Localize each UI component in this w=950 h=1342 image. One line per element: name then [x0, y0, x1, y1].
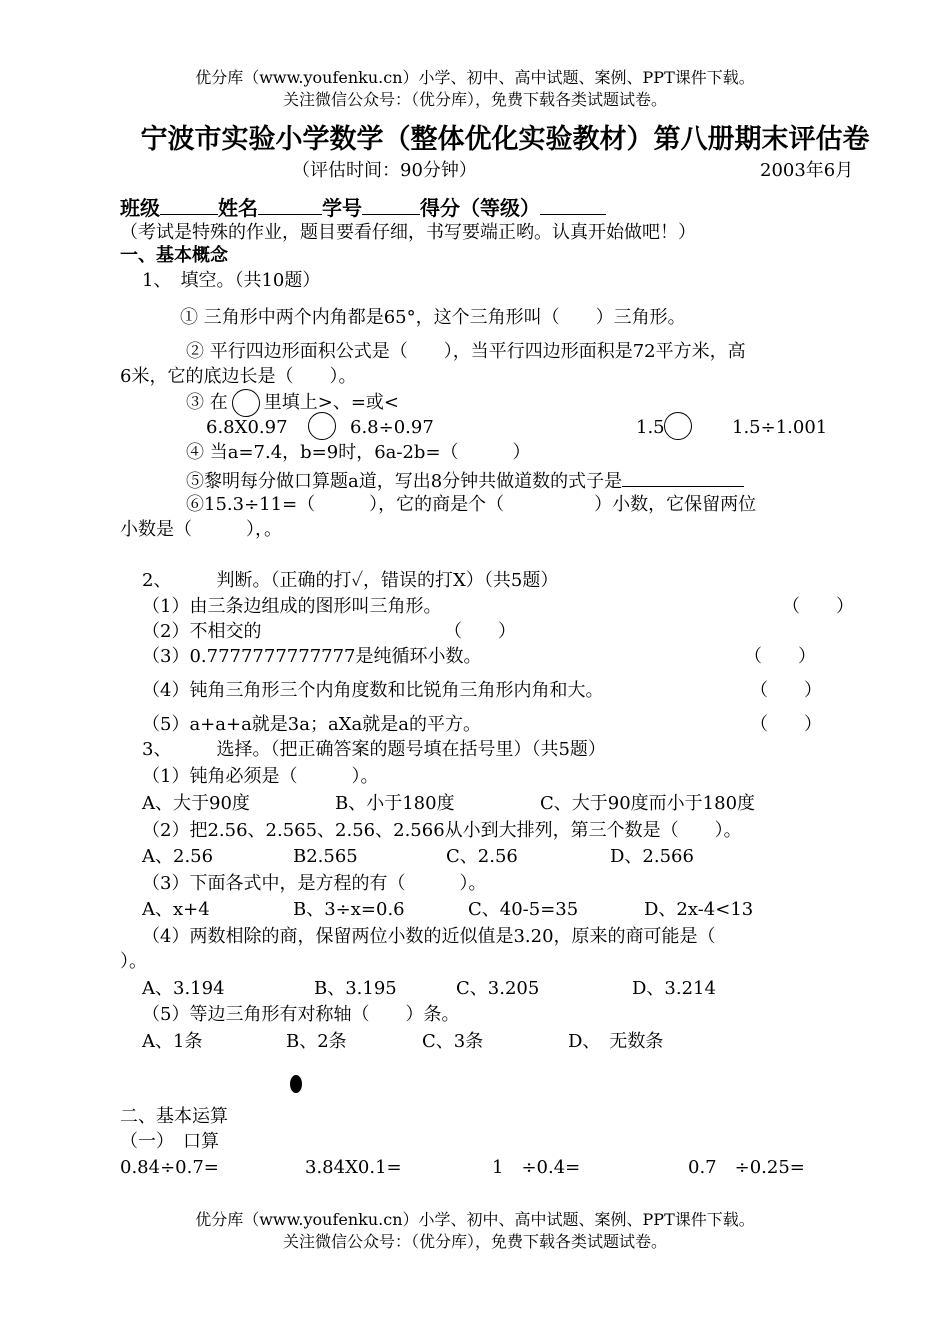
- choice-q3-opt-b: B、3÷x=0.6: [293, 899, 405, 920]
- mental-calc-2: 3.84X0.1=: [305, 1157, 402, 1178]
- fill-q5-text: ⑤黎明每分做口算题a道，写出8分钟共做道数的式子是: [186, 471, 623, 492]
- choice-q5-opt-a: A、1条: [142, 1031, 203, 1052]
- choice-q2-opt-c: C、2.56: [446, 846, 518, 867]
- mental-calc-1: 0.84÷0.7=: [120, 1157, 219, 1178]
- choice-q4-opt-a: A、3.194: [142, 978, 225, 999]
- ink-dot: [290, 1075, 302, 1093]
- mental-calc-3: 1 ÷0.4=: [492, 1157, 581, 1178]
- choice-q3-opt-a: A、x+4: [142, 899, 210, 920]
- header-line-2: 关注微信公众号：（优分库），免费下载各类试题试卷。: [282, 90, 667, 109]
- score-label: 得分（等级）: [420, 196, 540, 220]
- mental-calc-4: 0.7 ÷0.25=: [688, 1157, 805, 1178]
- fill-q2b: 6米，它的底边长是（ ）。: [120, 366, 357, 387]
- fill-q3-suffix: 里填上>、=或<: [263, 392, 399, 413]
- judge-item-3: （3）0.7777777777777是纯循环小数。: [142, 646, 482, 667]
- judge-item-4: （4）钝角三角形三个内角度数和比锐角三角形内角和大。: [142, 680, 604, 701]
- choice-q2-opt-b: B2.565: [293, 846, 358, 867]
- page-title: 宁波市实验小学数学（整体优化实验教材）第八册期末评估卷: [140, 124, 870, 155]
- compare-right-2: 1.5÷1.001: [732, 417, 828, 438]
- choice-q3-opt-c: C、40-5=35: [468, 899, 579, 920]
- student-info-line: [120, 196, 606, 220]
- choice-q4-opt-c: C、3.205: [456, 978, 540, 999]
- choice-q5-opt-c: C、3条: [422, 1031, 484, 1052]
- fill-q5-line: [186, 468, 744, 493]
- choice-q4-opt-d: D、3.214: [632, 978, 716, 999]
- choice-heading: 3、 选择。（把正确答案的题号填在括号里）（共5题）: [142, 739, 606, 760]
- compare-circle-1[interactable]: [308, 412, 336, 440]
- header-line-1: 优分库（www.youfenku.cn）小学、初中、高中试题、案例、PPT课件下载。: [195, 68, 755, 87]
- choice-q1-opt-c: C、大于90度而小于180度: [540, 793, 756, 814]
- choice-q3: （3）下面各式中，是方程的有（ ）。: [142, 873, 487, 894]
- judge-bracket-5[interactable]: （ ）: [750, 714, 822, 735]
- fill-q3-prefix: ③ 在: [186, 392, 228, 413]
- judge-bracket-2[interactable]: （ ）: [444, 621, 516, 642]
- footer-line-2: 关注微信公众号：（优分库），免费下载各类试题试卷。: [282, 1232, 667, 1251]
- fill-heading: 1、 填空。（共10题）: [142, 270, 321, 291]
- judge-bracket-1[interactable]: （ ）: [782, 596, 854, 617]
- choice-q4-opt-b: B、3.195: [314, 978, 397, 999]
- class-blank[interactable]: [160, 196, 218, 215]
- compare-left-1: 6.8X0.97: [206, 417, 288, 438]
- judge-heading: 2、 判断。（正确的打✓，错误的打X）（共5题）: [142, 570, 559, 591]
- section1-heading: 一、基本概念: [120, 245, 228, 266]
- compare-right-1: 6.8÷0.97: [350, 417, 434, 438]
- choice-q2: （2）把2.56、2.565、2.56、2.566从小到大排列，第三个数是（ ）。: [142, 820, 742, 841]
- choice-q4a: （4）两数相除的商，保留两位小数的近似值是3.20，原来的商可能是（: [142, 926, 716, 947]
- fill-q5-blank[interactable]: [622, 468, 744, 487]
- footer-line-1: 优分库（www.youfenku.cn）小学、初中、高中试题、案例、PPT课件下载。: [195, 1210, 755, 1229]
- judge-bracket-3[interactable]: （ ）: [744, 646, 816, 667]
- section2-heading: 二、基本运算: [120, 1106, 228, 1127]
- choice-q5-opt-d: D、 无数条: [568, 1031, 664, 1052]
- notice-text: （考试是特殊的作业，题目要看仔细，书写要端正哟。认真开始做吧！）: [120, 222, 696, 243]
- choice-q2-opt-d: D、2.566: [610, 846, 694, 867]
- fill-q6b: 小数是（ ），。: [120, 519, 282, 540]
- judge-item-1: （1）由三条边组成的图形叫三角形。: [142, 596, 442, 617]
- compare-circle-2[interactable]: [664, 412, 692, 440]
- number-label: 学号: [322, 196, 362, 220]
- number-blank[interactable]: [362, 196, 420, 215]
- choice-q5-opt-b: B、2条: [286, 1031, 347, 1052]
- judge-bracket-4[interactable]: （ ）: [750, 680, 822, 701]
- fill-q6a: ⑥15.3÷11=（ ），它的商是个（ ）小数，它保留两位: [186, 494, 757, 515]
- choice-q1-opt-a: A、大于90度: [142, 793, 250, 814]
- judge-item-2: （2）不相交的: [142, 621, 262, 642]
- fill-q3-line: [186, 389, 399, 417]
- choice-q1-opt-b: B、小于180度: [335, 793, 455, 814]
- section2-sub: （一） 口算: [120, 1131, 219, 1152]
- choice-q5: （5）等边三角形有对称轴（ ）条。: [142, 1004, 460, 1025]
- exam-date: 2003年6月: [760, 160, 854, 181]
- choice-q2-opt-a: A、2.56: [142, 846, 214, 867]
- compare-circle[interactable]: [232, 389, 260, 417]
- name-blank[interactable]: [258, 196, 322, 215]
- score-blank[interactable]: [540, 196, 606, 215]
- time-note: （评估时间：90分钟）: [292, 160, 477, 181]
- fill-q2a: ② 平行四边形面积公式是（ ），当平行四边形面积是72平方米，高: [186, 341, 746, 362]
- choice-q1: （1）钝角必须是（ ）。: [142, 766, 379, 787]
- choice-q4b: ）。: [120, 951, 147, 972]
- compare-left-2: 1.5: [636, 417, 665, 438]
- choice-q3-opt-d: D、2x-4<13: [644, 899, 754, 920]
- fill-q1: ① 三角形中两个内角都是65°，这个三角形叫（ ）三角形。: [180, 307, 686, 328]
- fill-q4: ④ 当a=7.4，b=9时，6a-2b=（ ）: [186, 442, 531, 463]
- class-label: 班级: [120, 196, 160, 220]
- judge-item-5: （5）a+a+a就是3a；aXa就是a的平方。: [142, 714, 482, 735]
- name-label: 姓名: [218, 196, 258, 220]
